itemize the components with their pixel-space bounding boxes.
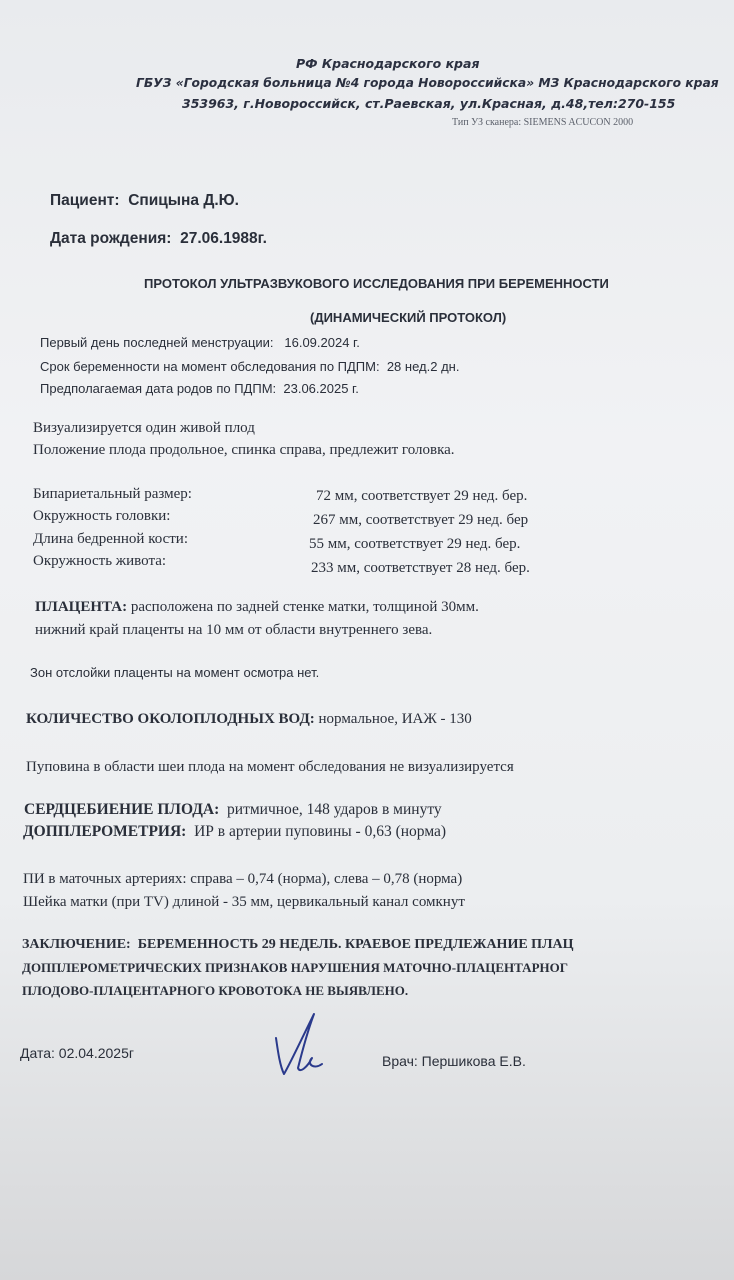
conclusion-line3: ПЛОДОВО-ПЛАЦЕНТАРНОГО КРОВОТОКА НЕ ВЫЯВЛЕНО. bbox=[22, 983, 409, 998]
patient-row bbox=[50, 192, 239, 210]
dob-label: Дата рождения: bbox=[50, 230, 172, 247]
heart-label: СЕРДЦЕБИЕНИЕ ПЛОДА: bbox=[24, 801, 220, 818]
fl-label: Длина бедренной кости: bbox=[33, 531, 189, 547]
conclusion-line1: БЕРЕМЕННОСТЬ 29 НЕДЕЛЬ. КРАЕВОЕ ПРЕДЛЕЖАНИЕ ПЛАЦ bbox=[137, 937, 574, 952]
edd-row bbox=[40, 381, 359, 396]
fetus-position: Положение плода продольное, спинка справа, предлежит головка. bbox=[33, 442, 455, 458]
conclusion-row bbox=[22, 937, 574, 953]
protocol-subtitle: (ДИНАМИЧЕСКИЙ ПРОТОКОЛ) bbox=[310, 310, 507, 325]
exam-date: Дата: 02.04.2025г bbox=[20, 1045, 134, 1061]
protocol-title: ПРОТОКОЛ УЛЬТРАЗВУКОВОГО ИССЛЕДОВАНИЯ ПРИ БЕРЕМЕННОСТИ bbox=[144, 276, 609, 291]
cervix-length: Шейка матки (при TV) длиной - 35 мм, цервикальный канал сомкнут bbox=[23, 894, 465, 910]
hc-label: Окружность головки: bbox=[33, 508, 171, 524]
dob-value: 27.06.1988г. bbox=[180, 230, 267, 247]
doctor-name: Врач: Першикова Е.В. bbox=[382, 1053, 526, 1069]
ac-label: Окружность живота: bbox=[33, 553, 167, 569]
fluid-row bbox=[26, 711, 472, 728]
cord-text: Пуповина в области шеи плода на момент обследования не визуализируется bbox=[26, 759, 514, 775]
ga-row bbox=[40, 359, 459, 374]
fetus-visualized: Визуализируется один живой плод bbox=[33, 420, 255, 436]
lmp-label: Первый день последней менструации: bbox=[40, 335, 274, 350]
header-hospital: ГБУЗ «Городская больница №4 города Новороссийска» МЗ Краснодарского края bbox=[136, 76, 719, 90]
edd-label: Предполагаемая дата родов по ПДПМ: bbox=[40, 381, 277, 396]
doppler-label: ДОППЛЕРОМЕТРИЯ: bbox=[23, 823, 187, 840]
fl-value: 55 мм, соответствует 29 нед. бер. bbox=[309, 536, 521, 552]
ac-value: 233 мм, соответствует 28 нед. бер. bbox=[311, 560, 530, 576]
fluid-text: нормальное, ИАЖ - 130 bbox=[318, 711, 472, 727]
placenta-edge: нижний край плаценты на 10 мм от области внутреннего зева. bbox=[35, 622, 433, 638]
lmp-row bbox=[40, 335, 360, 350]
conclusion-label: ЗАКЛЮЧЕНИЕ: bbox=[22, 937, 131, 952]
heart-row bbox=[24, 801, 442, 819]
hc-value: 267 мм, соответствует 29 нед. бер bbox=[313, 512, 529, 528]
doctor-signature bbox=[262, 1008, 342, 1080]
bpd-value: 72 мм, соответствует 29 нед. бер. bbox=[316, 488, 528, 504]
patient-name: Спицына Д.Ю. bbox=[128, 192, 239, 209]
doppler-text: ИР в артерии пуповины - 0,63 (норма) bbox=[194, 823, 447, 840]
uterine-pi: ПИ в маточных артериях: справа – 0,74 (норма), слева – 0,78 (норма) bbox=[23, 871, 463, 887]
ga-label: Срок беременности на момент обследования по ПДПМ: bbox=[40, 359, 380, 374]
doppler-row bbox=[23, 823, 446, 841]
ga-value: 28 нед.2 дн. bbox=[386, 359, 460, 374]
header-region: РФ Краснодарского края bbox=[296, 56, 480, 71]
placenta-text: расположена по задней стенке матки, толщиной 30мм. bbox=[130, 599, 479, 615]
scanner-type: Тип УЗ сканера: SIEMENS ACUCON 2000 bbox=[452, 117, 634, 128]
fluid-label: КОЛИЧЕСТВО ОКОЛОПЛОДНЫХ ВОД: bbox=[26, 711, 315, 727]
placenta-row bbox=[35, 599, 479, 616]
placenta-label: ПЛАЦЕНТА: bbox=[35, 599, 128, 615]
dob-row bbox=[50, 230, 267, 248]
patient-label: Пациент: bbox=[50, 192, 120, 209]
edd-value: 23.06.2025 г. bbox=[283, 381, 359, 396]
bpd-label: Бипариетальный размер: bbox=[33, 486, 192, 502]
lmp-value: 16.09.2024 г. bbox=[284, 335, 360, 350]
conclusion-line2: ДОППЛЕРОМЕТРИЧЕСКИХ ПРИЗНАКОВ НАРУШЕНИЯ МАТОЧНО-ПЛАЦЕНТАРНОГ bbox=[22, 960, 569, 975]
header-address: 353963, г.Новороссийск, ст.Раевская, ул.Красная, д.48,тел:270-155 bbox=[182, 96, 676, 111]
placenta-abruption: Зон отслойки плаценты на момент осмотра нет. bbox=[30, 665, 320, 680]
heart-text: ритмичное, 148 ударов в минуту bbox=[227, 801, 442, 818]
